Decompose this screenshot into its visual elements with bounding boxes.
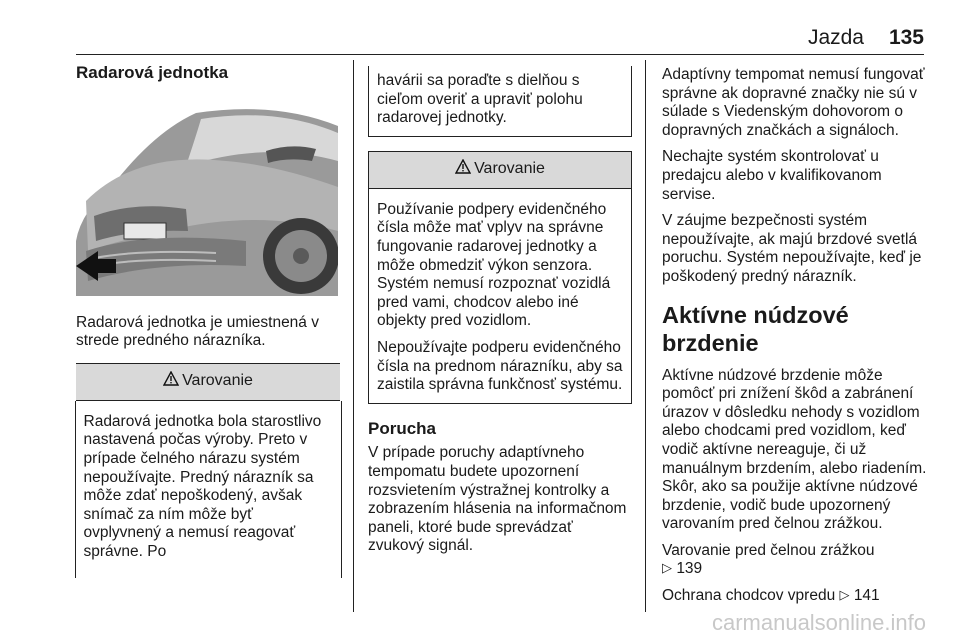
page-reference-arrow-icon: ▷ bbox=[839, 587, 850, 603]
paragraph-service: Nechajte systém skontrolovať u predajcu alebo v kvalifikovanom servise. bbox=[662, 148, 882, 203]
column-separator bbox=[353, 60, 354, 612]
column-2 bbox=[368, 66, 632, 564]
warning-triangle-icon bbox=[163, 371, 179, 392]
warning-continued-text: havárii sa poraďte s dielňou s cieľom overiť a upraviť polohu radarovej jednotky. bbox=[377, 72, 583, 127]
warning-header bbox=[76, 364, 340, 401]
reference-page: 141 bbox=[853, 587, 880, 605]
warning-title: Varovanie bbox=[474, 160, 545, 178]
porucha-text: V prípade poruchy adaptívneho tempomatu budete upozornení rozsvietením výstražnej kontrolky a zobrazením hlásenia na informačnom paneli, ktoré bude sprevádzať zvukový signál. bbox=[368, 444, 627, 555]
radar-caption: Radarová jednotka je umiestnená v strede predného nárazníka. bbox=[76, 313, 319, 350]
warning-box-2 bbox=[368, 151, 632, 404]
paragraph-signs: Adaptívny tempomat nemusí fungovať správne ak dopravné značky nie sú v súlade s Viedenským dohovorom o dopravných značkách a signáloch. bbox=[662, 66, 925, 139]
section-heading-aeb: Aktívne núdzové brzdenie bbox=[662, 301, 849, 356]
reference-forward-collision[interactable] bbox=[662, 542, 928, 579]
page-header bbox=[76, 26, 924, 54]
reference-label: Varovanie pred čelnou zrážkou bbox=[662, 541, 875, 559]
page-reference-arrow-icon: ▷ bbox=[662, 560, 672, 576]
aeb-text: Aktívne núdzové brzdenie môže pomôcť pri znížení škôd a zabránení úrazov v dôsledku nehody s vozidlom alebo chodcami pred vozidlom, keď vodič aktívne nereaguje, či už manuálnym brzdením, alebo riadením. Skôr, ako sa použije aktívne núdzové brzdenie, vodič bude upozornený varovaním pred čelnou zrážkou. bbox=[662, 366, 927, 533]
warning-header bbox=[369, 152, 631, 189]
page-number: 135 bbox=[888, 26, 924, 49]
column-separator bbox=[645, 60, 646, 612]
section-title: Jazda bbox=[807, 26, 864, 49]
warning-box-continued bbox=[368, 66, 632, 137]
car-front-illustration bbox=[76, 91, 338, 296]
section-heading-porucha: Porucha bbox=[368, 418, 437, 438]
column-3 bbox=[662, 66, 928, 614]
warning-title: Varovanie bbox=[182, 372, 253, 390]
watermark: carmanualsonline.info bbox=[711, 610, 926, 635]
paragraph-safety: V záujme bezpečnosti systém nepoužívajte, ak majú brzdové svetlá poruchu. Systém nepoužívajte, keď je poškodený predný nárazník. bbox=[662, 212, 922, 285]
warning-text: Radarová jednotka bola starostlivo nastavená počas výroby. Preto v prípade čelného nárazu systém nepoužívajte. Predný nárazník sa môže zdať nepoškodený, avšak snímač za ním môže byť ovplyvnený a nemusí reagovať správne. Po bbox=[83, 412, 322, 560]
warning-paragraph-1: Používanie podpery evidenčného čísla môže mať vplyv na správne fungovanie radarovej jednotky a môže obmedziť výkon senzora. Systém nemusí rozpoznať vozidlá pred vami, chodcov alebo iné objekty pred vozidlom. bbox=[377, 200, 611, 330]
section-heading-radar: Radarová jednotka bbox=[76, 63, 229, 82]
reference-page: 139 bbox=[676, 560, 703, 578]
warning-box bbox=[76, 363, 340, 578]
header-rule bbox=[76, 54, 924, 55]
reference-label: Ochrana chodcov vpredu bbox=[662, 587, 836, 605]
column-1 bbox=[76, 64, 340, 578]
warning-paragraph-2: Nepoužívajte podperu evidenčného čísla na prednom nárazníku, aby sa zaistila správna funkčnosť systému. bbox=[377, 338, 623, 394]
reference-pedestrian[interactable] bbox=[662, 587, 928, 606]
warning-triangle-icon bbox=[455, 159, 471, 180]
